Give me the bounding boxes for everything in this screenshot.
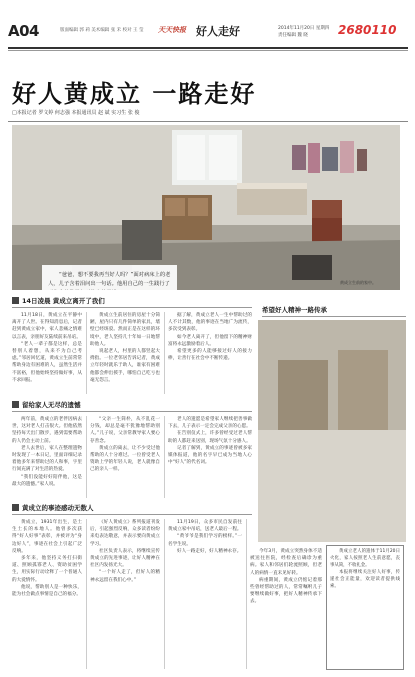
article-paragraph: “黄爷爷是我们学习的榜样。”一名学生说。 (168, 534, 242, 547)
article-column (90, 416, 160, 498)
section-heading-1-text: 14日凌晨 黄成立离开了我们 (22, 297, 105, 305)
masthead-rule (8, 47, 408, 49)
masthead (8, 22, 408, 50)
article-paragraph: 好人一路走好，好人精神永存。 (177, 548, 242, 554)
section-heading-3-text: 黄成立的事迹感动无数人 (22, 504, 94, 512)
article-column (168, 416, 252, 498)
pull-quote (42, 265, 177, 290)
article-paragraph: 在告别仪式上，许多曾经受过老人帮助的人都赶来送别，现场气氛十分感人。 (168, 431, 252, 444)
article-column (168, 519, 242, 669)
article-paragraph: 据了解，黄成立老人一生中帮助过的人不计其数，他的事迹在当地广为流传，多次受到表彰。 (168, 313, 252, 333)
article-column (12, 312, 82, 394)
main-photo (12, 125, 400, 290)
section-title: 好人走好 (196, 25, 240, 38)
column-divider (164, 416, 165, 498)
article-paragraph: “我们没能好好陪伴他，这是最大的遗憾。”家人说。 (12, 474, 82, 487)
article-paragraph: 病重期间，黄成立仍惦记着那些曾经帮助过的人，常常嘱咐儿子要继续做好事，把好人精神传承下去。 (250, 577, 322, 605)
hotline-number: 2680110 (338, 23, 397, 37)
section-heading-2 (12, 400, 81, 409)
column-divider (86, 312, 87, 394)
article-paragraph: 两年前，黄成立的老伴因病去世，这对老人打击很大。但他依然坚持每天出门散步，遇到需要帮助的人仍会主动上前。 (12, 417, 82, 444)
article-column (168, 312, 252, 394)
masthead-meta: 版面编辑 郭 莉 美术编辑 张 禾 校对 王 莹 (60, 28, 144, 33)
column-divider (164, 519, 165, 669)
article-paragraph: 多年来，他坚持义务打扫街道、照顾孤寡老人、资助贫困学生，用实际行动诠释了一个普通人的大爱情怀。 (12, 556, 82, 583)
section-heading-1 (12, 296, 105, 305)
newspaper-logo: 天天快报 (158, 26, 186, 34)
article-paragraph: 如今老人离开了，但他留下的精神财富将永远激励着后人。 (168, 334, 252, 347)
boxed-paragraph: 本报将继续关注好人好事，传递社会正能量，欢迎读者提供线索。 (330, 569, 400, 589)
issue-date: 2014年11月20日 星期四 (278, 26, 330, 31)
article-paragraph: 11月18日，黄成立在平静中离开了人世。在得知消息后，记者赶到黄成立家中，家人悲痛之情难以言表，亲朋好友陆续前来吊唁。 (12, 313, 82, 340)
boxed-paragraph: 黄成立老人的遗体于11月20日火化，家人按照老人生前意愿，丧事从简，不收礼金。 (330, 549, 400, 568)
byline: □本报记者 罗文婷 何志强 本报通讯员 赵 斌 实习生 张 俊 (12, 110, 140, 116)
portrait-photo (258, 320, 406, 542)
article-paragraph: 《好人黄成立》系列报道刊发后，引起强烈反响，众多读者纷纷来电表达敬意，并表示要向黄成立学习。 (90, 520, 160, 547)
section-marker-icon (12, 297, 19, 304)
section-heading-2-text: 留给家人无尽的遗憾 (22, 401, 81, 409)
column-divider (246, 519, 247, 669)
article-paragraph: 说起老人，村里的人都竖起大拇指。一位老邻居告诉记者，黄成立年轻时就乐于助人，谁家有困难他都会伸出援手，哪怕自己吃亏也毫无怨言。 (90, 349, 160, 383)
article-paragraph: 他说，帮助别人是一种快乐，能为社会做点事情是自己的福分。 (12, 584, 82, 598)
article-column (12, 519, 82, 669)
article-paragraph: 今年3月，黄成立突然身体不适被送往医院，经检查后确诊为重病。家人和邻居们轮流照顾，但老人的病情一直未见好转。 (250, 549, 322, 576)
article-column (250, 548, 322, 669)
headline: 好人黄成立 一路走好 (12, 79, 257, 108)
quote-paragraph: “爸爸，想不要我再当好人吗？”面对病床上的老人，儿子含着泪问出一句话。他用自己的一生践行了 (48, 272, 171, 287)
section-heading-4 (262, 305, 327, 314)
article-paragraph: 黄成立，1931年出生，是土生土长的本地人。他曾多次获得“好人好事”表彰，并被评为“身边好人”，事迹在社会上引起广泛反响。 (12, 520, 82, 554)
column-divider (86, 416, 87, 498)
editor-line: 责任编辑 魏 晓 (278, 33, 308, 38)
section-heading-3 (12, 503, 94, 512)
boxed-note (326, 545, 404, 670)
article-paragraph: 黄成立的离去，让不少受过他帮助的人十分难过。一位曾受老人资助上学的年轻人说，老人就像自己的亲人一样。 (90, 445, 160, 473)
article-paragraph: 记者了解到，黄成立的事迹曾被多家媒体报道，他的名字早已成为当地人心中“好人”的代名词。 (168, 445, 252, 466)
section-marker-icon (12, 504, 19, 511)
article-paragraph: 社区负责人表示，将继续宣传黄成立的先进事迹，让好人精神在社区内发扬光大。 (90, 548, 160, 569)
section-rule (12, 307, 252, 308)
photo-caption: 黄成立生前的家中。 (340, 280, 376, 285)
page-number: A04 (8, 22, 39, 40)
article-column (90, 519, 160, 669)
article-paragraph: “父亲一生简朴，从不乱花一分钱，却总是毫不犹豫地帮助别人。”儿子说，父亲常教导家人要心存善念。 (90, 417, 160, 444)
article-column (12, 416, 82, 498)
section-marker-icon (12, 401, 19, 408)
masthead-rule-thin (8, 50, 408, 51)
section-rule (12, 411, 252, 412)
article-paragraph: “老人一辈子都是这样，总是替别人着想，从来不为自己考虑。”邻居回忆道，黄成立生前常常帮助身边有困难的人，虽然生活并不富裕，但他始终坚持做好事，从不求回报。 (12, 341, 82, 383)
article-column (90, 312, 160, 394)
article-paragraph: “一个好人走了，但好人的精神永远留在我们心中。” (90, 570, 160, 583)
article-paragraph: 黄成立生前居住的房屋十分简陋，屋内只有几件简单的家具，墙壁已经斑驳。然而正是在这样的环境中，老人坚持几十年如一日地帮助他人。 (90, 313, 160, 347)
byline-rule (8, 121, 408, 122)
section-heading-4-text: 希望好人精神一路传承 (262, 306, 327, 314)
column-divider (164, 312, 165, 394)
column-divider (86, 519, 87, 669)
article-paragraph: 老人去世后，家人在整理遗物时发现了一本日记，里面详细记录着他多年来帮助过的人和事，字里行间充满了对生活的热爱。 (12, 445, 82, 473)
article-paragraph: 11月19日，众多市民自发前往黄成立家中吊唁，送老人最后一程。 (168, 520, 242, 533)
article-paragraph: 老人的遗愿是希望家人继续把善事做下去，儿子表示一定会完成父亲的心愿。 (168, 417, 252, 430)
section-rule (262, 316, 406, 317)
section-rule (12, 514, 252, 515)
article-paragraph: 希望更多的人能够接过好人的接力棒，让善行在社会中不断传递。 (168, 349, 252, 362)
